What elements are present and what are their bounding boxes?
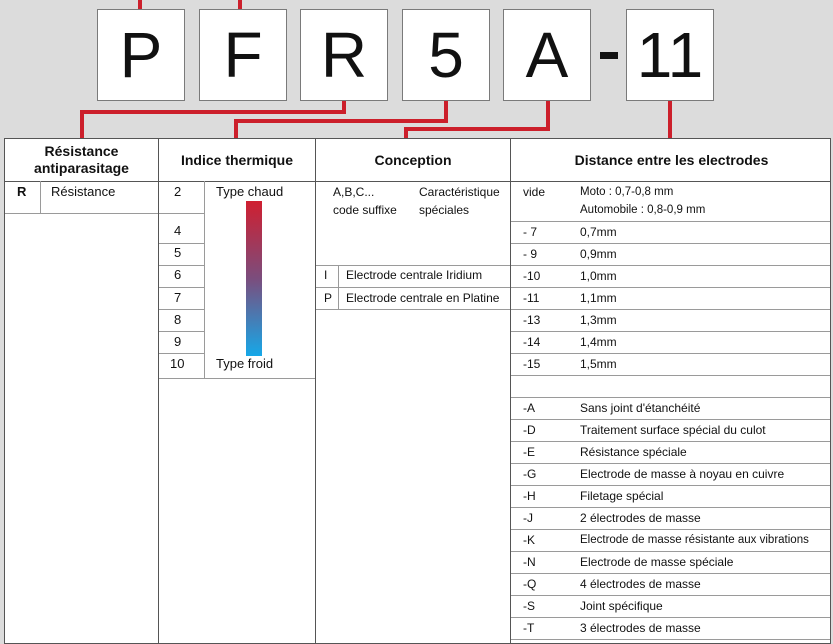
gap-code: -G (523, 467, 537, 481)
connector-line (80, 110, 346, 114)
resistance-label: Résistance (51, 184, 116, 199)
design-suffix-code: A,B,C... code suffixe (333, 185, 397, 217)
code-letter-box (199, 9, 287, 101)
code-letter: F (223, 19, 263, 91)
gap-label: 3 électrodes de masse (580, 621, 701, 635)
hot-type-label: Type chaud (216, 184, 284, 199)
thermal-value: 8 (174, 312, 182, 327)
thermal-value: 9 (174, 334, 182, 349)
connector-line (404, 127, 550, 131)
gap-code: - 7 (523, 225, 538, 239)
code-letter: 11 (636, 19, 704, 91)
gap-label: Electrode de masse spéciale (580, 555, 734, 569)
gap-label: Filetage spécial (580, 489, 664, 503)
gap-code: -S (523, 599, 535, 613)
thermal-value: 6 (174, 267, 182, 282)
code-letter-box (300, 9, 388, 101)
thermal-value: 7 (174, 290, 182, 305)
code-letter-box (503, 9, 591, 101)
design-code: I (324, 268, 328, 282)
design-label: Electrode centrale Iridium (346, 268, 483, 282)
gap-code: -H (523, 489, 536, 503)
connector-line (234, 119, 238, 139)
header-divider (5, 181, 830, 182)
gap-label: Moto : 0,7-0,8 mm Automobile : 0,8-0,9 mm (580, 186, 706, 216)
gap-code: -T (523, 621, 535, 635)
design-label: Electrode centrale en Platine (346, 291, 500, 305)
header-thermal-index: Indice thermique (180, 151, 294, 168)
gap-code: -11 (523, 291, 540, 305)
code-dash (600, 52, 618, 59)
gap-code: vide (523, 185, 546, 199)
gap-label: 0,9mm (580, 247, 617, 261)
gap-code: -E (523, 445, 535, 459)
gap-label: Electrode de masse résistante aux vibrations (580, 534, 809, 546)
gap-label: 2 électrodes de masse (580, 511, 701, 525)
cold-type-label: Type froid (216, 356, 274, 371)
header-design: Conception (374, 151, 452, 168)
gap-code: - 9 (523, 247, 538, 261)
code-letter: A (525, 19, 569, 91)
connector-line (138, 0, 142, 9)
resistance-code: R (17, 184, 27, 199)
thermal-gradient-bar (246, 201, 262, 356)
gap-label: Traitement surface spécial du culot (580, 423, 766, 437)
gap-label: Electrode de masse à noyau en cuivre (580, 467, 785, 481)
gap-label: Joint spécifique (580, 599, 663, 613)
design-suffix-label: Caractéristique spéciales (419, 185, 500, 217)
gap-code: -10 (523, 269, 541, 283)
gap-label: 1,5mm (580, 357, 617, 371)
gap-label: 1,4mm (580, 335, 617, 349)
connector-line (234, 119, 448, 123)
connector-line (238, 0, 242, 9)
gap-label: 1,1mm (580, 291, 617, 305)
code-letter: P (119, 19, 163, 91)
thermal-value: 10 (170, 356, 185, 371)
connector-line (80, 110, 84, 139)
gap-code: -J (523, 511, 533, 525)
thermal-value: 5 (174, 245, 182, 260)
gap-code: -K (523, 533, 535, 547)
code-letter-box (97, 9, 185, 101)
gap-label: Résistance spéciale (580, 445, 687, 459)
column-divider (158, 139, 159, 643)
code-letter-box (402, 9, 490, 101)
thermal-value: 4 (174, 223, 182, 238)
thermal-value: 2 (174, 184, 182, 199)
column-divider (315, 139, 316, 643)
design-code: P (324, 291, 333, 305)
connector-line (668, 101, 672, 139)
gap-code: -D (523, 423, 536, 437)
gap-code: -15 (523, 357, 541, 371)
code-letter: 5 (428, 19, 464, 91)
header-gap: Distance entre les electrodes (574, 151, 769, 168)
gap-code: -Q (523, 577, 537, 591)
header-resistance: Résistance antiparasitage (34, 143, 129, 176)
gap-label: 1,0mm (580, 269, 617, 283)
code-letter: R (320, 19, 368, 91)
gap-label: 1,3mm (580, 313, 617, 327)
column-divider (510, 139, 511, 643)
gap-label: 0,7mm (580, 225, 617, 239)
gap-label: 4 électrodes de masse (580, 577, 701, 591)
code-table (4, 138, 831, 644)
gap-code: -13 (523, 313, 541, 327)
code-letter-box (626, 9, 714, 101)
gap-label: Sans joint d'étanchéité (580, 401, 701, 415)
gap-code: -14 (523, 335, 541, 349)
gap-code: -N (523, 555, 536, 569)
gap-code: -A (523, 401, 535, 415)
